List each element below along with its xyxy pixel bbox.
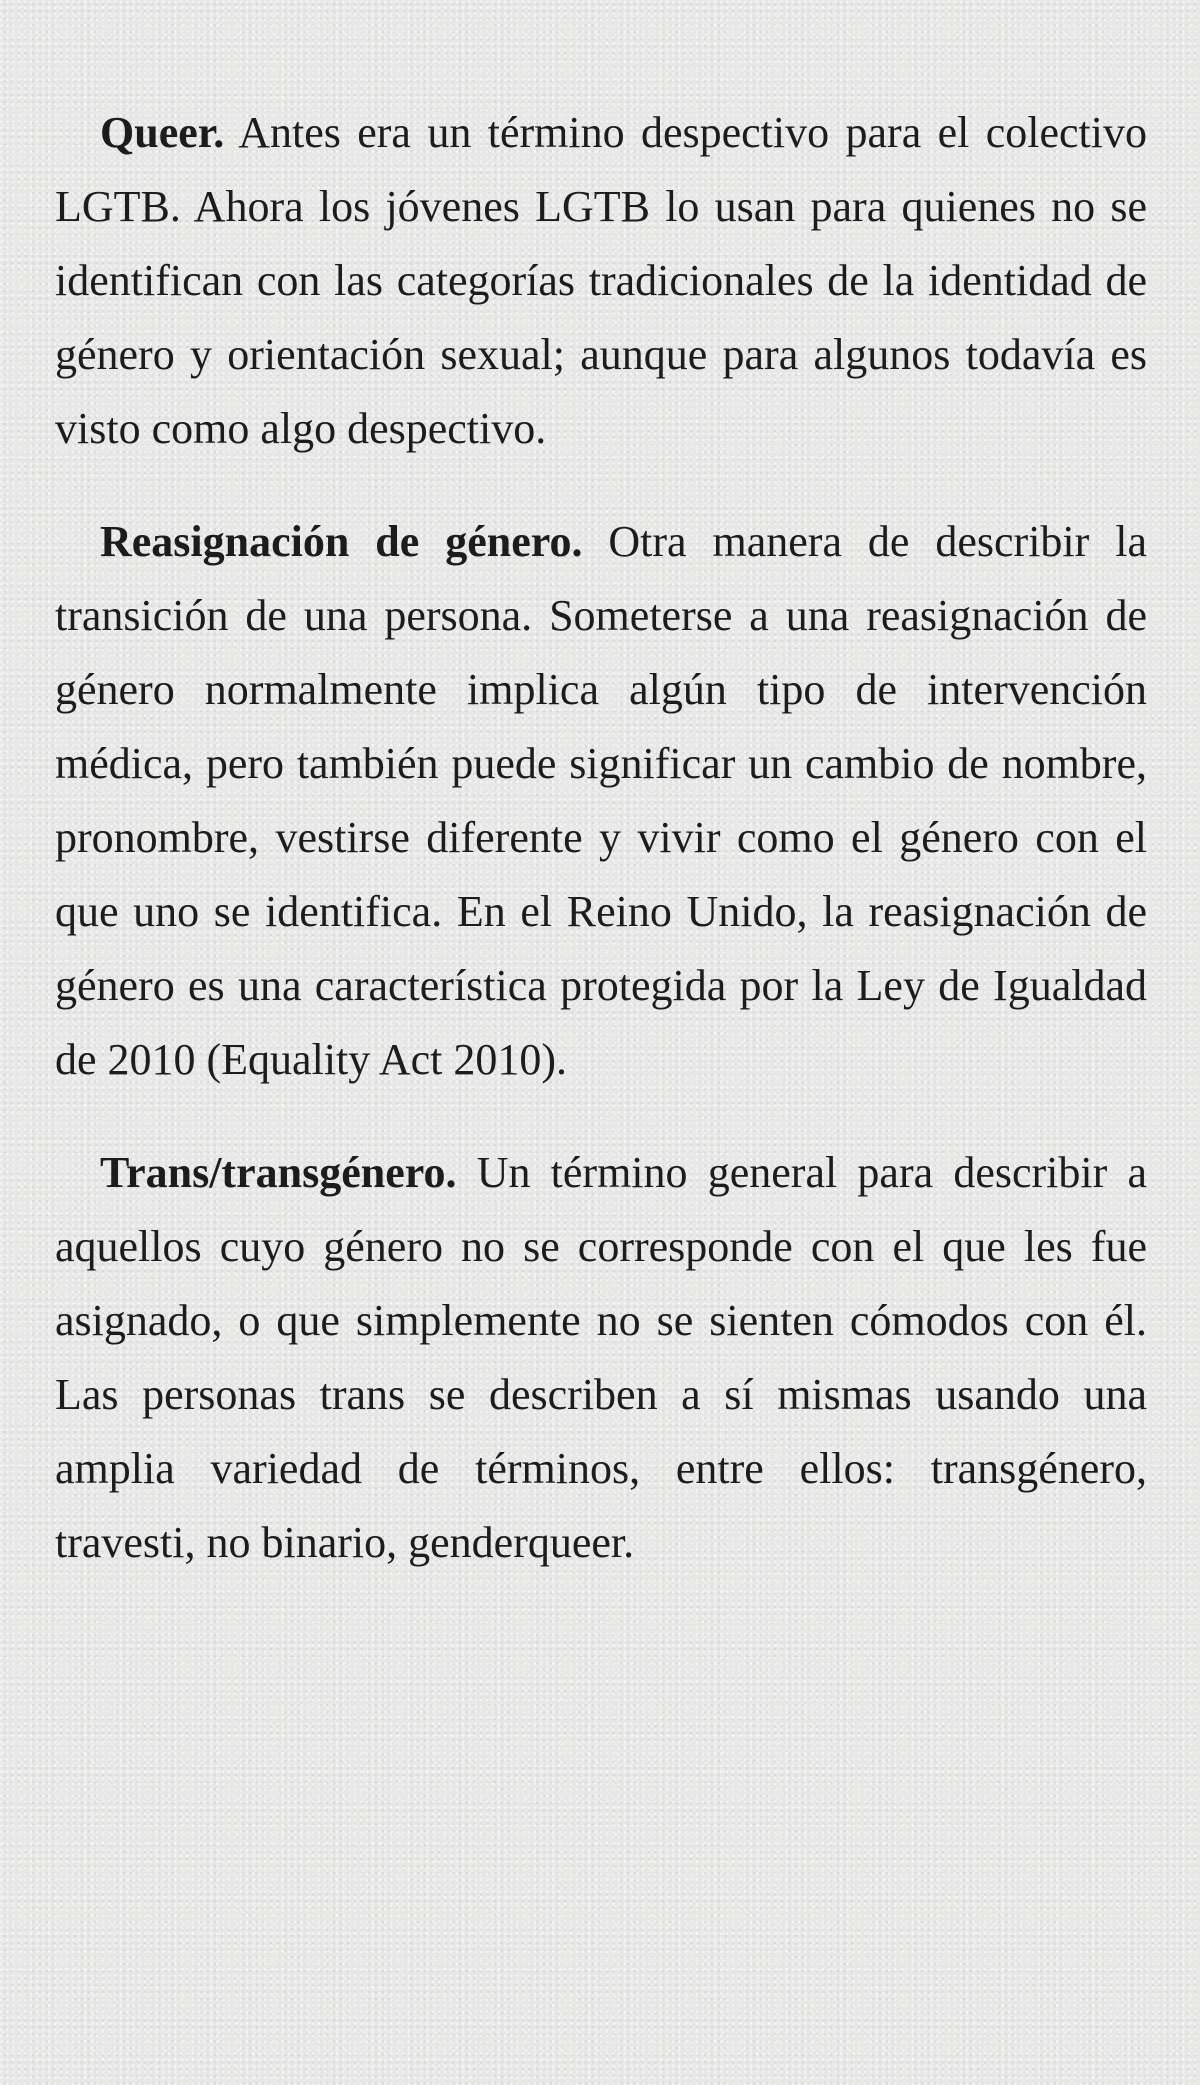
glossary-entry-trans <box>55 1136 1147 1580</box>
entry-definition: Un término general para describir a aquellos cuyo género no se corresponde con el que les fue asignado, o que simplemente no se sienten cómodos con él. Las personas trans se describen a sí mismas usando una amplia variedad de términos, entre ellos: transgénero, travesti, no binario, genderqueer. <box>55 1148 1148 1567</box>
glossary-entry-reasignacion <box>55 505 1147 1097</box>
entry-definition: Antes era un término despectivo para el colectivo LGTB. Ahora los jóvenes LGTB lo usan para quienes no se identifican con las categorías tradicionales de la identidad de género y orientación sexual; aunque para algunos todavía es visto como algo despectivo. <box>55 108 1148 453</box>
glossary-entry-queer <box>55 96 1147 466</box>
entry-definition: Otra manera de describir la transición de una persona. Someterse a una reasignación de género normalmente implica algún tipo de intervención médica, pero también puede significar un cambio de nombre, pronombre, vestirse diferente y vivir como el género con el que uno se identifica. En el Reino Unido, la reasignación de género es una característica protegida por la Ley de Igualdad de 2010 (Equality Act 2010). <box>55 517 1147 1084</box>
entry-term: Reasignación de género. <box>100 517 583 566</box>
glossary-page <box>55 96 1147 1619</box>
entry-term: Queer. <box>100 108 225 157</box>
entry-term: Trans/transgénero. <box>100 1148 457 1197</box>
